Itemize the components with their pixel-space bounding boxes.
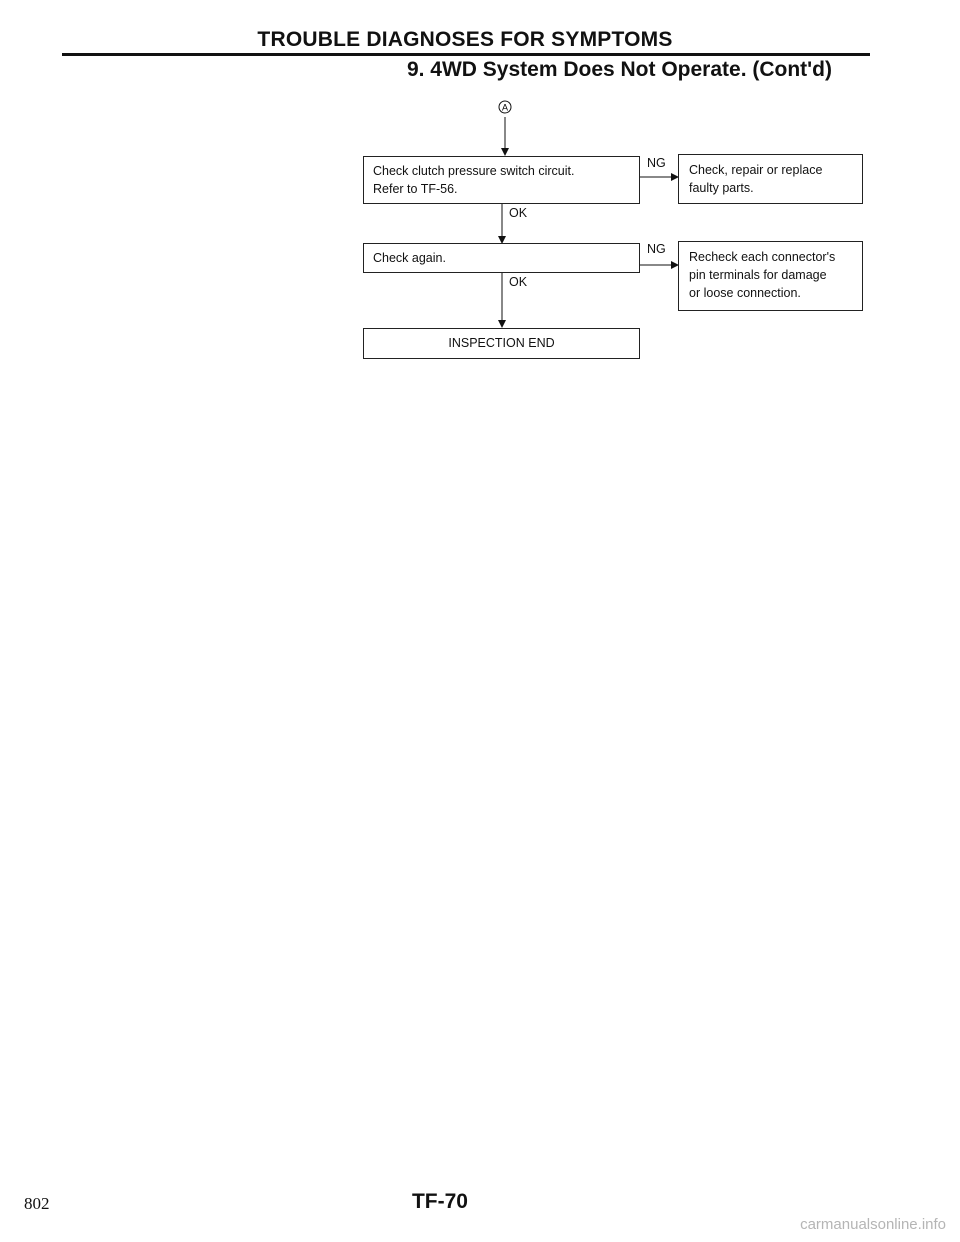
inspection-end-text: INSPECTION END [448, 336, 555, 350]
step-2-box [363, 243, 640, 273]
step-1-ng-action-text: Check, repair or replace faulty parts. [689, 163, 823, 195]
step-2-ng-label: NG [647, 242, 666, 256]
step-2-ok-label: OK [509, 275, 528, 289]
page-number: 802 [24, 1194, 50, 1213]
page-code: TF-70 [411, 1190, 468, 1213]
step-1-ng-action-box [678, 154, 863, 204]
step-2-text: Check again. [373, 251, 446, 265]
step-1-ok-label: OK [509, 206, 528, 220]
step-2-ng-action-box [678, 241, 863, 311]
section-subtitle: 9. 4WD System Does Not Operate. (Cont'd) [406, 58, 832, 81]
inspection-end-box [363, 328, 640, 359]
step-2-ng-action-text: Recheck each connector's pin terminals for damage or loose connection. [689, 250, 836, 300]
step-1-ng-label: NG [647, 156, 666, 170]
connector-a-label: A [501, 102, 509, 113]
step-1-text: Check clutch pressure switch circuit. Refer to TF-56. [373, 164, 575, 196]
page-title: TROUBLE DIAGNOSES FOR SYMPTOMS [257, 28, 673, 51]
watermark: carmanualsonline.info [800, 1216, 946, 1233]
step-1-box [363, 156, 640, 204]
